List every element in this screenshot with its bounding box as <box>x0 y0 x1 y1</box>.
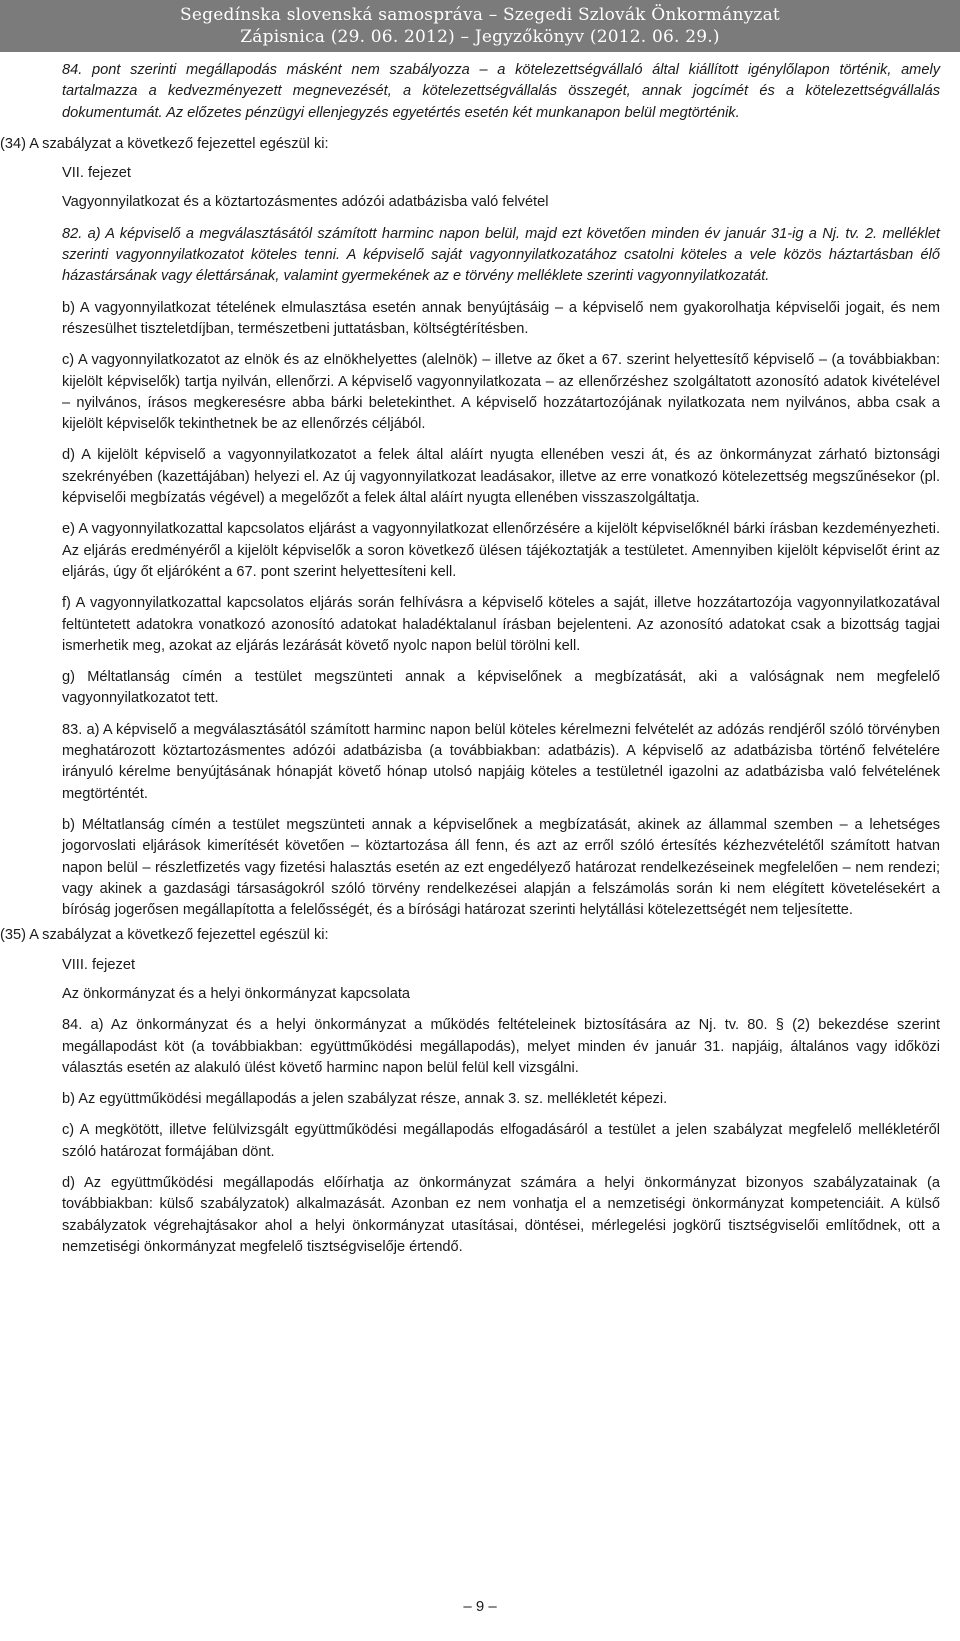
chapter-heading-vii: VII. fejezet <box>62 165 131 182</box>
section-84c: c) A megkötött, illetve felülvizsgált együttműködési megállapodás elfogadásáról a testület a jelen szabályzat megfelelő mellékletéről szóló határozat formájában dönt. <box>62 1122 940 1160</box>
section-82b: b) A vagyonnyilatkozat tételének elmulasztása esetén annak benyújtásáig – a képviselő nem gyakorolhatja képviselői jogait, és nem részesülhet tiszteletdíjban, természetbeni juttatásban, költségtérítésben. <box>62 299 940 337</box>
section-83b: b) Méltatlanság címén a testület megszünteti annak a képviselőnek a megbízatását, akinek az állammal szemben – a lehetséges jogorvoslati eljárások kimerítését követően – köztartozása áll fenn, és azt az erről szóló értesítés kézhezvételétől számított hatvan napon belül – részletfizetés vagy fizetési halasztás esetén az ezt engedélyező határozat rendelkezéseinek megfelelően – nem rendezi; vagy akinek a gazdasági társaságokról szóló törvény rendelkezései alapján a felszámolás során ki nem elégített követelésekért a bíróság jogerősen megállapította a felelősségét, és a bírósági határozat szerinti helytállási kötelezettségét nem teljesítette. <box>62 816 940 919</box>
section-84d: d) Az együttműködési megállapodás előírhatja az önkormányzat számára a helyi önkormányzat bizonyos szabályzatainak (a továbbiakban: külső szabályzatok) alkalmazását. Azonban ez nem vonhatja el a nemzetiségi önkormányzat kompetenciáit. A külső szabályzatok végrehajtásakor ahol a helyi önkormányzat utasításai, döntései, mérlegelési jogkörű tisztségviselői említődnek, ott a nemzetiségi önkormányzat megfelelő tisztségviselője értendő. <box>62 1175 940 1255</box>
paragraph-continuation: 84. pont szerinti megállapodás másként nem szabályozza – a kötelezettségvállaló által kiállított igénylőlapon történik, amely tartalmazza a kedvezményezett megnevezését, a kötelezettségvállalás összegét, annak jogcímét és a kötelezettségvállalás dokumentumát. Az előzetes pénzügyi ellenjegyzés egyetértés esetén két munkanapon belül megtörténik. <box>62 62 940 121</box>
section-82d: d) A kijelölt képviselő a vagyonnyilatkozatot a felek által aláírt nyugta ellenében veszi át, és az önkormányzat zárható biztonsági szekrényében (kazettájában) helyezi el. Az új vagyonnyilatkozat leadásakor, illetve az erre vonatkozó kötelezettség megszűnésekor (pl. képviselői megbízatás végével) a megelőzőt a felek által aláírt nyugta ellenében visszaszolgáltatja. <box>62 447 940 507</box>
page-number: – 9 – <box>463 1598 497 1615</box>
section-84b: b) Az együttműködési megállapodás a jelen szabályzat része, annak 3. sz. mellékletét képezi. <box>62 1091 668 1108</box>
section-82a: 82. a) A képviselő a megválasztásától számított harminc napon belül, majd ezt követően minden év január 31-ig a Nj. tv. 2. melléklet szerinti vagyonnyilatkozatot köteles tenni. A képviselő saját vagyonnyilatkozatához csatolni köteles a vele közös háztartásban élő házastársának vagy élettársának, valamint gyermekének az e törvény melléklete szerinti vagyonnyilatkozatát. <box>62 225 940 285</box>
header-subtitle: Zápisnica (29. 06. 2012) – Jegyzőkönyv (2012. 06. 29.) <box>240 27 720 47</box>
section-82g: g) Méltatlanság címén a testület megszünteti annak a képviselőnek a megbízatását, aki a valóságnak nem megfelelő vagyonnyilatkozatot tett. <box>62 669 940 707</box>
chapter-title-vii: Vagyonnyilatkozat és a köztartozásmentes adózói adatbázisba való felvétel <box>62 194 549 211</box>
chapter-heading-viii: VIII. fejezet <box>62 956 136 973</box>
section-83a: 83. a) A képviselő a megválasztásától számított harminc napon belül köteles kérelmezni felvételét az adózás rendjéről szóló törvényben meghatározott köztartozásmentes adózói adatbázisba (a továbbiakban: adatbázis). A képviselő az adatbázisba történő felvételére irányuló kérelme benyújtásának hónapját követő hónap utolsó napjáig köteles a testületnél igazolni az adatbázisba való felvételének megtörténtét. <box>62 721 940 802</box>
amendment-34: (34) A szabályzat a következő fejezettel egészül ki: <box>0 135 329 152</box>
header-title: Segedínska slovenská samospráva – Szegedi Szlovák Önkormányzat <box>180 5 780 25</box>
amendment-35: (35) A szabályzat a következő fejezettel egészül ki: <box>0 927 329 944</box>
document-body <box>0 60 960 1258</box>
section-82c: c) A vagyonnyilatkozatot az elnök és az elnökhelyettes (alelnök) – illetve az őket a 67. szerint helyettesítő képviselő – (a továbbiakban: kijelölt képviselők) tartja nyilván, ellenőrzi. A képviselő vagyonnyilatkozata – az ellenőrzéshez szolgáltatott azonosító adatok kivételével – nyilvános, írásos megkeresésre abba bárki beletekinthet. A képviselő hozzátartozójának nyilatkozata nem nyilvános, abba csak a kijelölt képviselők tekinthetnek be az ellenőrzés céljából. <box>62 352 940 433</box>
section-82f: f) A vagyonnyilatkozattal kapcsolatos eljárás során felhívásra a képviselő köteles a saját, illetve hozzátartozója vagyonnyilatkozatával feltüntetett adatokra vonatkozó azonosító adatokat haladéktalanul írásban bejelenteni. Az azonosító adatokat csak a bizottság tagjai ismerhetik meg, azokat az eljárás lezárását követő nyolc napon belül törölni kell. <box>62 595 940 654</box>
document-header <box>0 0 960 52</box>
section-84a: 84. a) Az önkormányzat és a helyi önkormányzat a működés feltételeinek biztosítására az Nj. tv. 80. § (2) bekezdése szerint megállapodást köt (a továbbiakban: együttműködési megállapodás), melyet minden év január 31. napjáig, általános vagy időközi választás esetén az alakuló ülést követő harminc napon belül felül kell vizsgálni. <box>62 1017 940 1076</box>
chapter-title-viii: Az önkormányzat és a helyi önkormányzat kapcsolata <box>62 985 410 1002</box>
section-82e: e) A vagyonnyilatkozattal kapcsolatos eljárást a vagyonnyilatkozat ellenőrzésére a kijelölt képviselőknél bárki írásban kezdeményezheti. Az eljárás eredményéről a kijelölt képviselők a soron következő ülésen tájékoztatják a testületet. Amennyiben kijelölt képviselőt érint az eljárás, úgy őt eljáróként a 67. pont szerint helyettesíteni kell. <box>62 521 940 580</box>
